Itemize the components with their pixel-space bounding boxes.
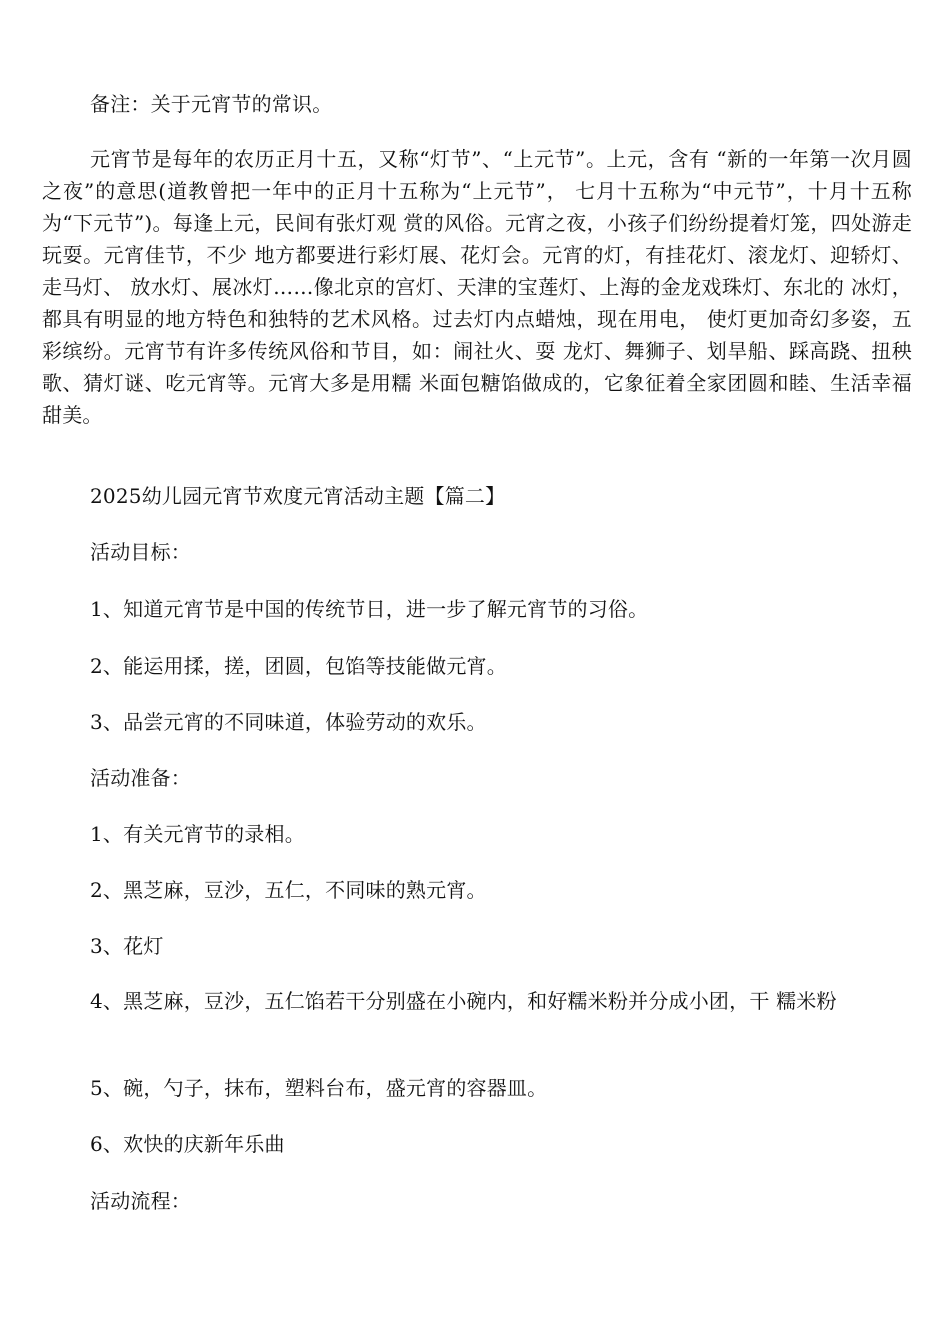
prep-item: 2、黑芝麻，豆沙，五仁，不同味的熟元宵。 [90,878,487,902]
intro-paragraph: 元宵节是每年的农历正月十五，又称“灯节”、“上元节”。上元，含有 “新的一年第一次月圆之夜”的意思(道教曾把一年中的正月十五称为“上元节”， 七月十五称为“中元节”，十月十五称为“下元节”)。每逢上元，民间有张灯观 赏的风俗。元宵之夜，小孩子们纷纷提着灯笼，四处游走玩耍。元宵佳节，不少 地方都要进行彩灯展、花灯会。元宵的灯，有挂花灯、滚龙灯、迎轿灯、走马灯、 放水灯、展冰灯……像北京的宫灯、天津的宝莲灯、上海的金龙戏珠灯、东北的 冰灯，都具有明显的地方特色和独特的艺术风格。过去灯内点蜡烛，现在用电， 使灯更加奇幻多姿，五彩缤纷。元宵节有许多传统风俗和节目，如：闹社火、耍 龙灯、舞狮子、划旱船、踩高跷、扭秧歌、猜灯谜、吃元宵等。元宵大多是用糯 米面包糖馅做成的，它象征着全家团圆和睦、生活幸福甜美。 [42,147,912,427]
prep-heading: 活动准备： [90,766,191,790]
prep-item: 6、欢快的庆新年乐曲 [90,1132,285,1156]
process-heading: 活动流程： [90,1189,191,1213]
prep-item: 1、有关元宵节的录相。 [90,822,305,846]
section-title: 2025幼儿园元宵节欢度元宵活动主题【篇二】 [90,484,506,508]
prep-item: 3、花灯 [90,934,164,958]
goal-item: 1、知道元宵节是中国的传统节日，进一步了解元宵节的习俗。 [90,597,649,621]
goal-item: 3、品尝元宵的不同味道，体验劳动的欢乐。 [90,710,487,734]
prep-item: 5、碗，勺子，抹布，塑料台布，盛元宵的容器皿。 [90,1076,548,1100]
note-line: 备注：关于元宵节的常识。 [90,92,333,116]
goal-item: 2、能运用揉，搓，团圆，包馅等技能做元宵。 [90,654,507,678]
goals-heading: 活动目标： [90,540,191,564]
prep-item: 4、黑芝麻，豆沙，五仁馅若干分别盛在小碗内，和好糯米粉并分成小团，干 糯米粉 [90,989,837,1013]
